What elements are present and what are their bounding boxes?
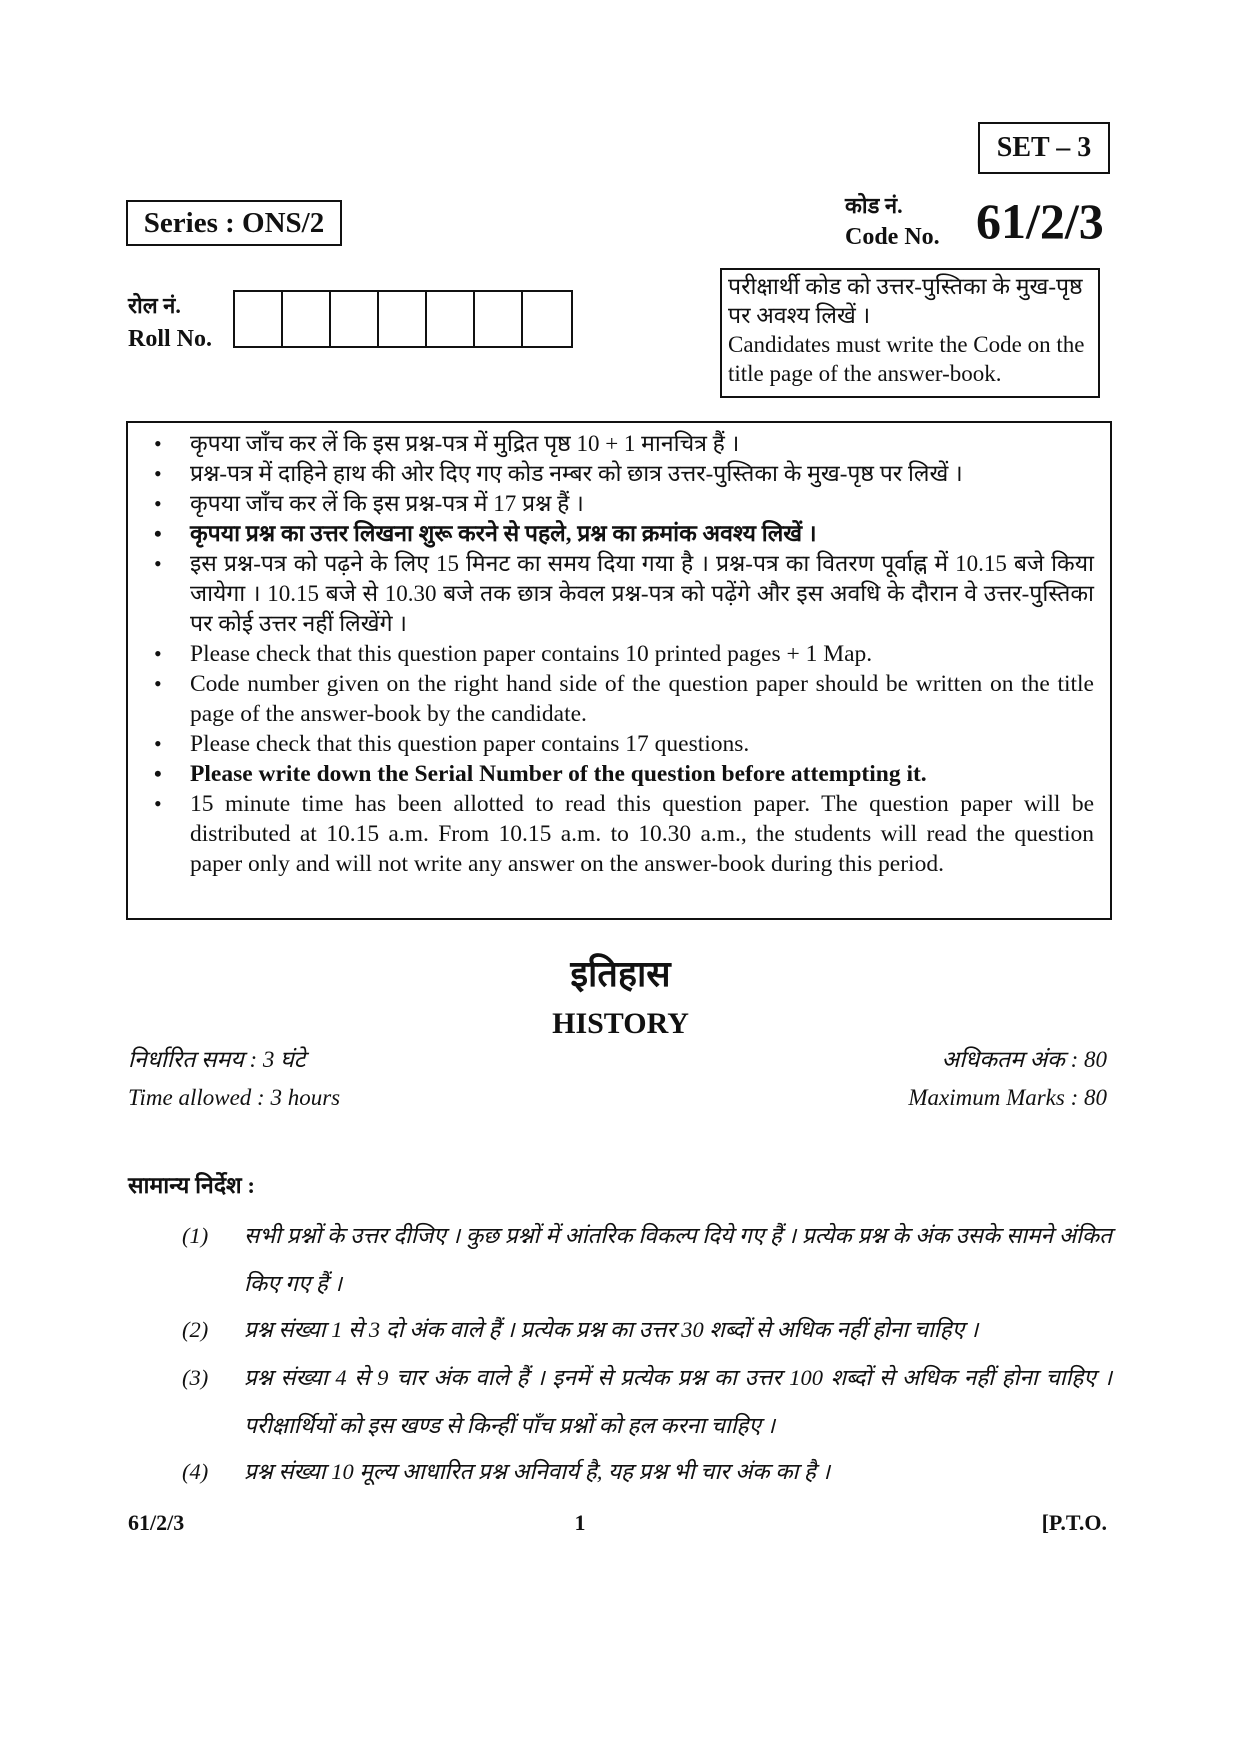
instruction-item: • कृपया जाँच कर लें कि इस प्रश्न-पत्र में मुद्रित पृष्ठ 10 + 1 मानचित्र हैं । <box>144 429 1094 459</box>
general-instruction-item <box>182 1212 1112 1308</box>
roll-digit-box[interactable] <box>331 292 379 346</box>
instruction-item: • Please check that this question paper contains 17 questions. <box>144 729 1094 759</box>
roll-digit-box[interactable] <box>475 292 523 346</box>
item-text: प्रश्न संख्या 1 से 3 दो अंक वाले हैं । प्रत्येक प्रश्न का उत्तर 30 शब्दों से अधिक नहीं होना चाहिए । <box>244 1317 979 1342</box>
item-text: प्रश्न संख्या 4 से 9 चार अंक वाले हैं । इनमें से प्रत्येक प्रश्न का उत्तर 100 शब्दों से अधिक नहीं होना चाहिए । परीक्षार्थियों को इस खण्ड से किन्हीं पाँच प्रश्नों को हल करना चाहिए । <box>244 1365 1112 1438</box>
item-text: प्रश्न संख्या 10 मूल्य आधारित प्रश्न अनिवार्य है, यह प्रश्न भी चार अंक का है । <box>244 1459 831 1484</box>
subject-title-hindi: इतिहास <box>570 954 671 994</box>
instruction-item: • Please check that this question paper contains 10 printed pages + 1 Map. <box>144 639 1094 669</box>
code-label-hindi: कोड नं. <box>845 193 903 218</box>
code-label-english: Code No. <box>845 224 940 250</box>
instruction-item: • कृपया प्रश्न का उत्तर लिखना शुरू करने से पहले, प्रश्न का क्रमांक अवश्य लिखें । <box>144 519 1094 549</box>
item-number: (3) <box>182 1365 209 1390</box>
roll-digit-box[interactable] <box>283 292 331 346</box>
instruction-item: • Please write down the Serial Number of the question before attempting it. <box>144 759 1094 789</box>
item-number: (1) <box>182 1223 209 1248</box>
subject-title-english: HISTORY <box>552 1007 689 1040</box>
code-note-box <box>720 268 1100 398</box>
please-turn-over: [P.T.O. <box>1041 1510 1107 1535</box>
general-instruction-item <box>182 1306 1112 1354</box>
item-text: सभी प्रश्नों के उत्तर दीजिए । कुछ प्रश्नों में आंतरिक विकल्प दिये गए हैं । प्रत्येक प्रश्न के अंक उसके सामने अंकित किए गए हैं । <box>244 1223 1112 1296</box>
instructions-box <box>126 421 1112 920</box>
general-instruction-item <box>182 1448 1112 1496</box>
max-marks-hindi: अधिकतम अंक : 80 <box>941 1047 1107 1072</box>
instruction-item: • प्रश्न-पत्र में दाहिने हाथ की ओर दिए गए कोड नम्बर को छात्र उत्तर-पुस्तिका के मुख-पृष्ठ पर लिखें । <box>144 459 1094 489</box>
roll-label-english: Roll No. <box>128 326 212 352</box>
roll-digit-box[interactable] <box>235 292 283 346</box>
set-label: SET – 3 <box>978 122 1110 174</box>
instructions-list <box>144 429 1094 879</box>
series-label: Series : ONS/2 <box>126 200 342 246</box>
roll-number-boxes <box>233 290 573 348</box>
item-number: (2) <box>182 1317 209 1342</box>
instruction-item: • कृपया जाँच कर लें कि इस प्रश्न-पत्र में 17 प्रश्न हैं । <box>144 489 1094 519</box>
code-note-english: Candidates must write the Code on the title page of the answer-book. <box>728 332 1085 386</box>
item-number: (4) <box>182 1459 209 1484</box>
roll-digit-box[interactable] <box>523 292 571 346</box>
time-allowed-english: Time allowed : 3 hours <box>128 1085 341 1110</box>
instruction-item: • Code number given on the right hand side of the question paper should be written on the title page of the answer-book by the candidate. <box>144 669 1094 729</box>
instruction-item: • 15 minute time has been allotted to read this question paper. The question paper will be distributed at 10.15 a.m. From 10.15 a.m. to 10.30 a.m., the students will read the question paper only and will not write any answer on the answer-book during this period. <box>144 789 1094 879</box>
code-note-hindi: परीक्षार्थी कोड को उत्तर-पुस्तिका के मुख-पृष्ठ पर अवश्य लिखें । <box>728 274 1083 328</box>
footer-code: 61/2/3 <box>128 1510 185 1535</box>
general-instructions-heading: सामान्य निर्देश : <box>128 1173 256 1198</box>
general-instruction-item <box>182 1354 1112 1450</box>
page-number: 1 <box>574 1510 586 1535</box>
instruction-item: • इस प्रश्न-पत्र को पढ़ने के लिए 15 मिनट का समय दिया गया है । प्रश्न-पत्र का वितरण पूर्वाह्न में 10.15 बजे किया जायेगा । 10.15 बजे से 10.30 बजे तक छात्र केवल प्रश्न-पत्र को पढ़ेंगे और इस अवधि के दौरान वे उत्तर-पुस्तिका पर कोई उत्तर नहीं लिखेंगे । <box>144 549 1094 639</box>
roll-digit-box[interactable] <box>379 292 427 346</box>
roll-label-hindi: रोल नं. <box>128 293 181 318</box>
max-marks-english: Maximum Marks : 80 <box>908 1085 1107 1110</box>
time-allowed-hindi: निर्धारित समय : 3 घंटे <box>128 1047 306 1072</box>
code-number: 61/2/3 <box>976 193 1104 249</box>
roll-digit-box[interactable] <box>427 292 475 346</box>
